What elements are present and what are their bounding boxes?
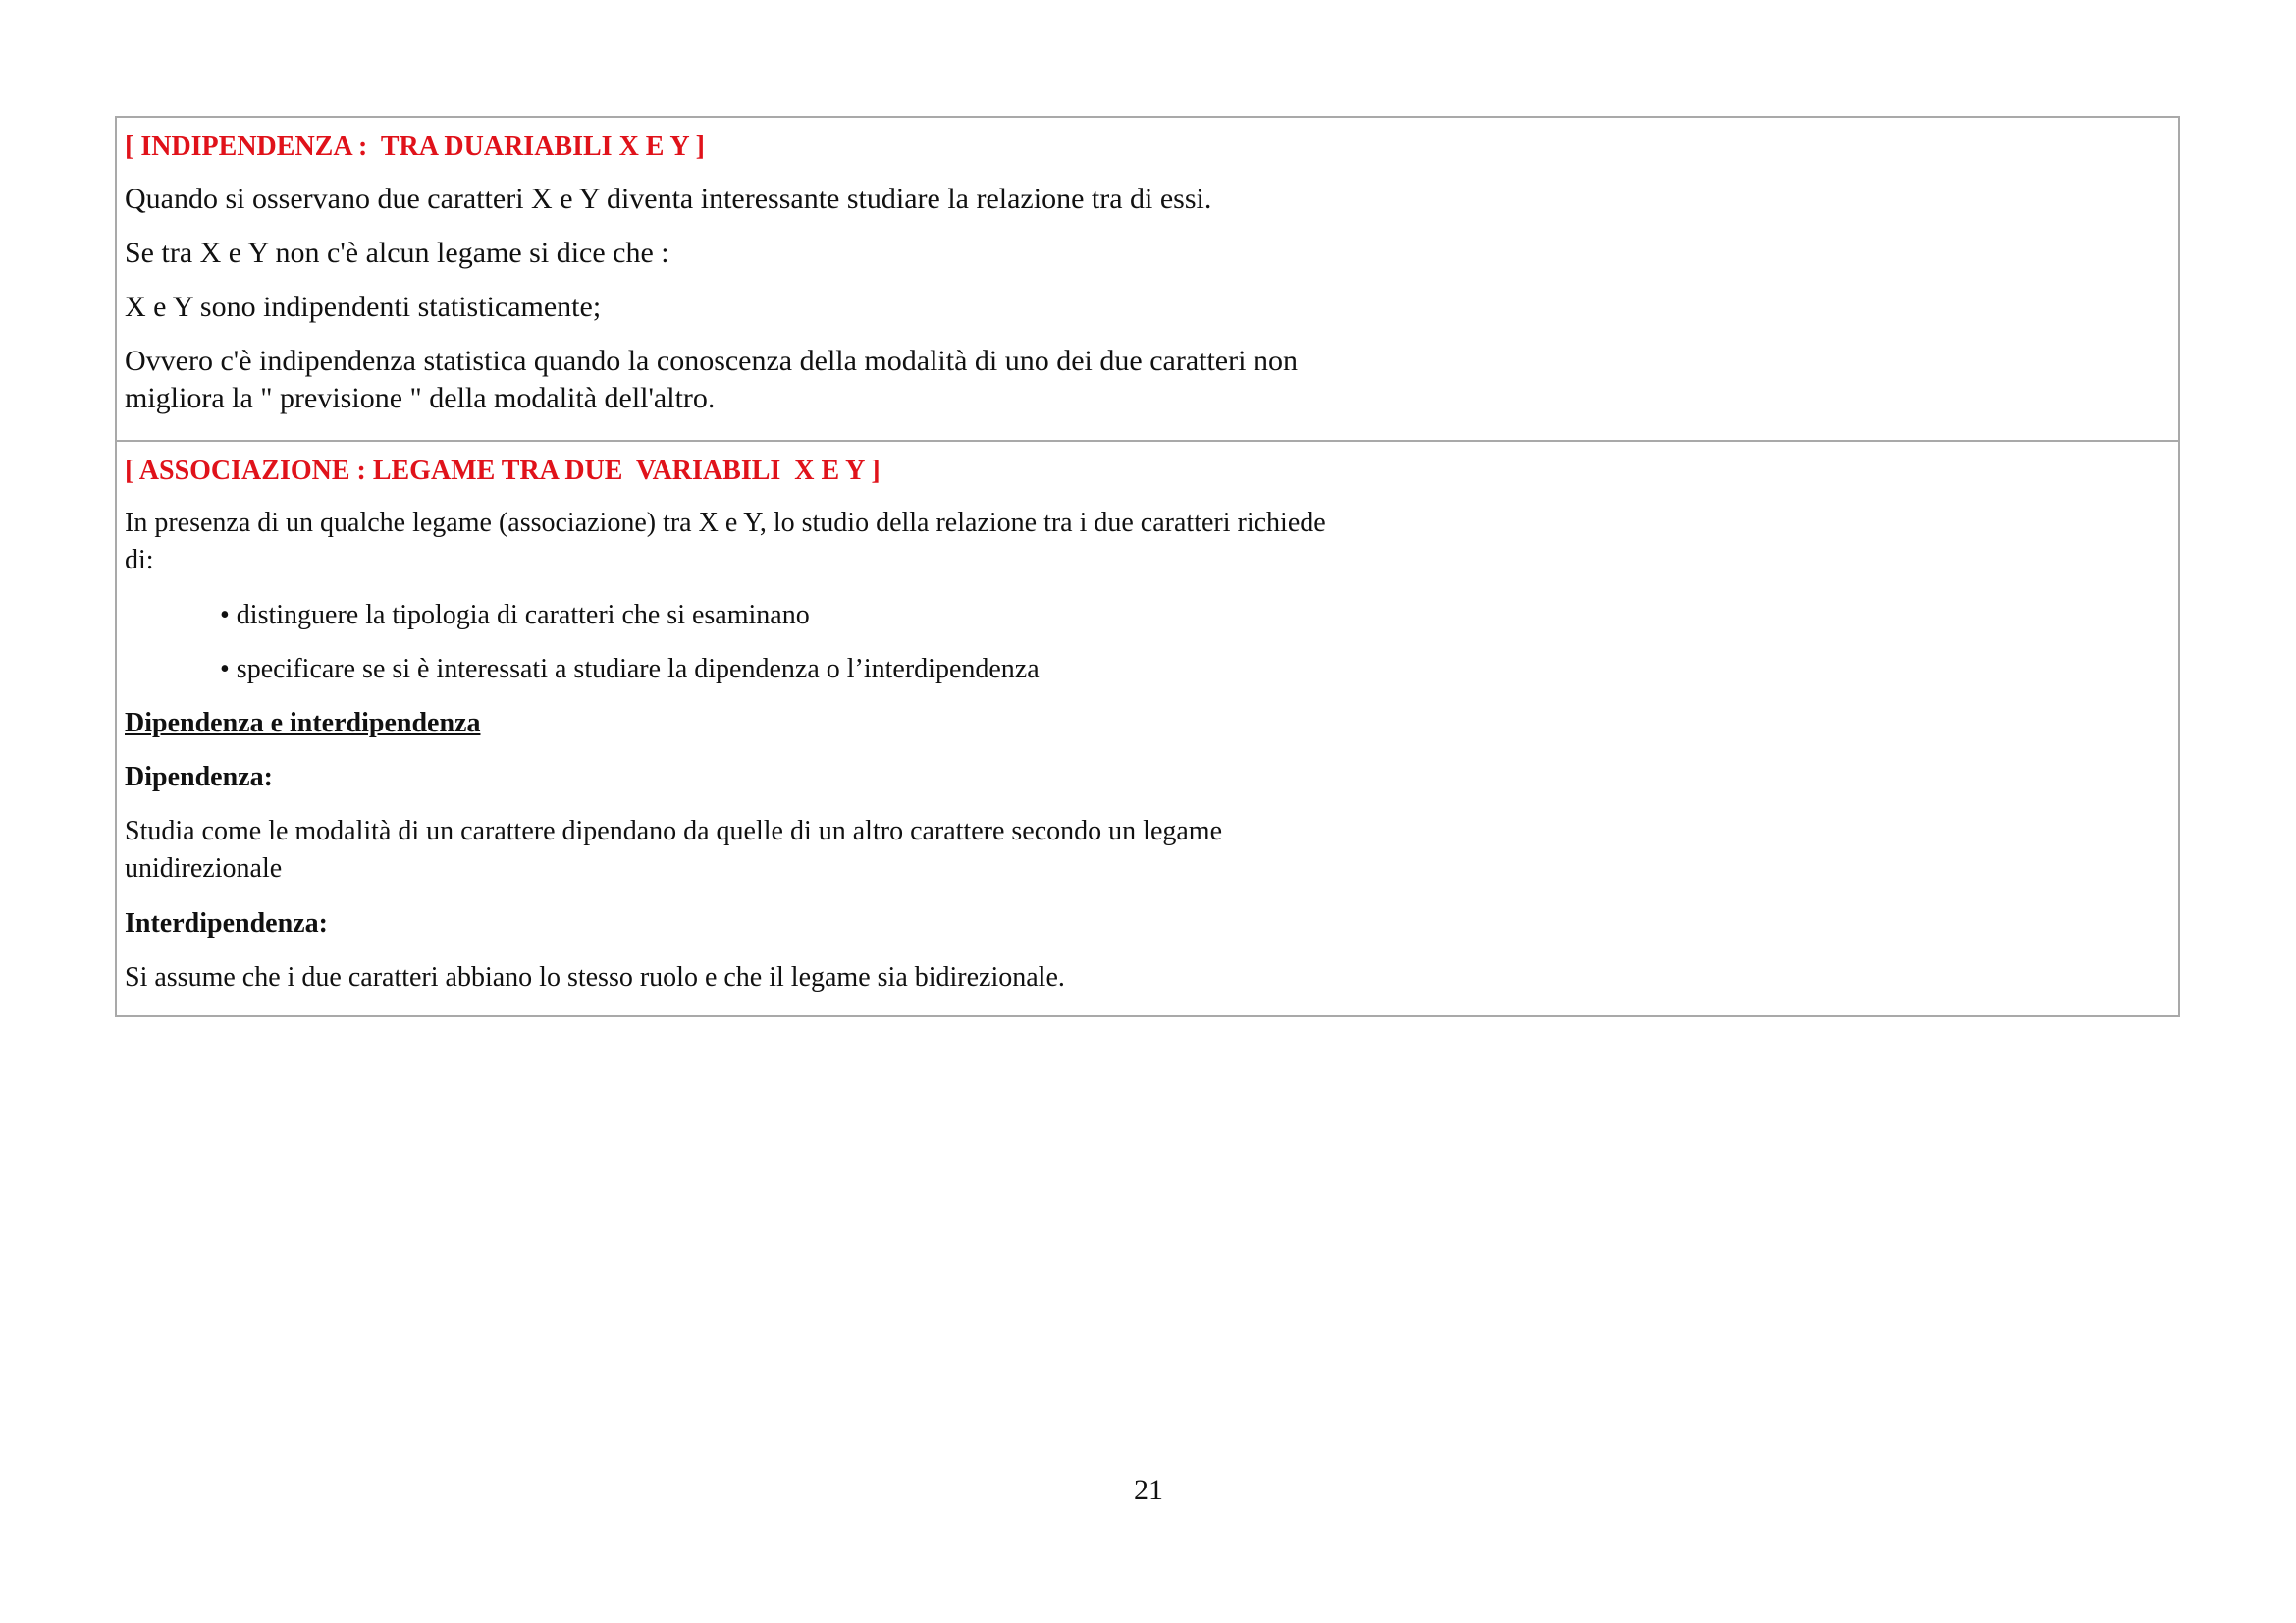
association-bullet-2: • specificare se si è interessati a studiare la dipendenza o l’interdipendenza — [220, 654, 1040, 684]
association-intro: In presenza di un qualche legame (associazione) tra X e Y, lo studio della relazione tra i due caratteri richiede di: — [125, 508, 1326, 575]
dependence-label: Dipendenza: — [125, 762, 273, 792]
dependence-interdependence-subtitle: Dipendenza e interdipendenza — [125, 708, 481, 738]
association-heading: [ ASSOCIAZIONE : LEGAME TRA DUE VARIABILI X E Y ] — [125, 456, 881, 486]
independence-paragraph-1: Quando si osservano due caratteri X e Y diventa interessante studiare la relazione tra di essi. — [125, 183, 1212, 215]
association-cell — [117, 442, 2178, 1015]
independence-paragraph-4: Ovvero c'è indipendenza statistica quando la conoscenza della modalità di uno dei due caratteri non migliora la " previsione " della modalità dell'altro. — [125, 345, 1298, 414]
dependence-text: Studia come le modalità di un carattere dipendano da quelle di un altro carattere secondo un legame unidirezionale — [125, 816, 1223, 884]
content-table — [115, 116, 2180, 1017]
page-number: 21 — [1134, 1474, 1163, 1506]
association-bullet-1: • distinguere la tipologia di caratteri che si esaminano — [220, 600, 810, 630]
independence-paragraph-2: Se tra X e Y non c'è alcun legame si dice che : — [125, 237, 669, 269]
interdependence-text: Si assume che i due caratteri abbiano lo stesso ruolo e che il legame sia bidirezionale. — [125, 962, 1065, 993]
independence-heading: [ INDIPENDENZA : TRA DUARIABILI X E Y ] — [125, 132, 705, 162]
independence-paragraph-3: X e Y sono indipendenti statisticamente; — [125, 291, 602, 323]
independence-cell — [117, 118, 2178, 442]
interdependence-label: Interdipendenza: — [125, 908, 328, 939]
